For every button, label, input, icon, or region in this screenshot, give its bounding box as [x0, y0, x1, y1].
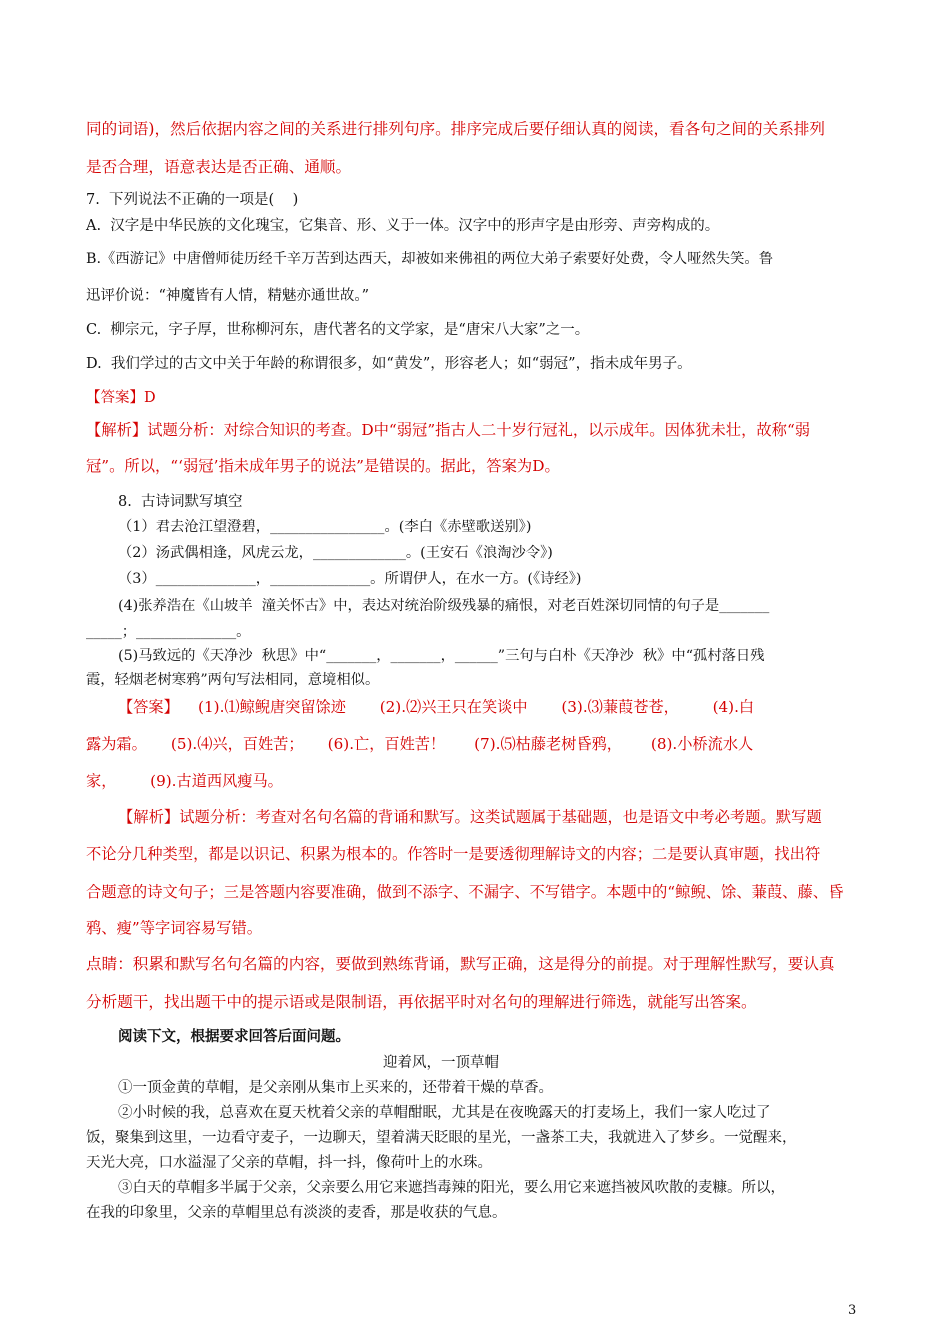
q8-answer-line-1: 【答案】 (1).⑴鲸鲵唐突留馀迹 (2).⑵兴王只在笑谈中 (3).⑶蒹葭苍苍， (4).白	[118, 698, 755, 716]
prev-explanation-line-1: 同的词语)，然后依据内容之间的关系进行排列句序。排序完成后要仔细认真的阅读，看各句之间的关系排列	[86, 120, 825, 138]
essay-paragraph-1: ①一顶金黄的草帽，是父亲刚从集市上买来的，还带着干燥的草香。	[118, 1080, 553, 1096]
q7-answer: 【答案】D	[86, 390, 156, 406]
q7-explanation-line-2: 冠”。所以，“‘弱冠’指未成年男子的说法”是错误的。据此，答案为D。	[86, 457, 560, 475]
prev-explanation-line-2: 是否合理，语意表达是否正确、通顺。	[86, 158, 352, 176]
q8-item-4-line-1: (4)张养浩在《山坡羊 潼关怀古》中，表达对统治阶级残暴的痛恨，对老百姓深切同情的句子是_______	[118, 598, 770, 614]
q8-explanation-line-1: 【解析】试题分析：考查对名句名篇的背诵和默写。这类试题属于基础题，也是语文中考必考题。默写题	[118, 808, 822, 826]
reading-intro: 阅读下文，根据要求回答后面问题。	[118, 1028, 350, 1045]
q8-item-1: （1）君去沧江望澄碧，________________。(李白《赤壁歌送别》)	[118, 519, 532, 535]
page-number: 3	[848, 1303, 857, 1318]
q7-stem: 7. 下列说法不正确的一项是( )	[86, 192, 299, 208]
q8-item-3: （3）______________，______________。所谓伊人，在水一方。(《诗经》)	[118, 571, 582, 587]
q7-explanation-line-1: 【解析】试题分析：对综合知识的考查。D中“弱冠”指古人二十岁行冠礼，以示成年。因体犹未壮，故称“弱	[86, 421, 811, 439]
q8-item-5-line-2: 霞，轻烟老树寒鸦”两句写法相同，意境相似。	[86, 672, 380, 688]
q8-answer-line-3: 家， (9).古道西风瘦马。	[86, 772, 283, 790]
essay-paragraph-3-line-2: 在我的印象里，父亲的草帽里总有淡淡的麦香，那是收获的气息。	[86, 1205, 507, 1221]
q8-stem: 8. 古诗词默写填空	[118, 494, 243, 510]
essay-paragraph-3-line-1: ③白天的草帽多半属于父亲，父亲要么用它来遮挡毒辣的阳光，要么用它来遮挡被风吹散的麦糠。所以，	[118, 1180, 785, 1196]
q7-option-a: A. 汉字是中华民族的文化瑰宝，它集音、形、义于一体。汉字中的形声字是由形旁、声旁构成的。	[86, 218, 720, 234]
q8-explanation-line-4: 鸦、瘦”等字词容易写错。	[86, 919, 263, 937]
q8-answer-line-2: 露为霜。 (5).⑷兴，百姓苦； (6).亡，百姓苦！ (7).⑸枯藤老树昏鸦， (8).小桥流水人	[86, 735, 754, 753]
essay-paragraph-2-line-1: ②小时候的我，总喜欢在夏天枕着父亲的草帽酣眠，尤其是在夜晚露天的打麦场上，我们一家人吃过了	[118, 1105, 771, 1121]
q8-tip-line-1: 点睛：积累和默写名句名篇的内容，要做到熟练背诵，默写正确，这是得分的前提。对于理解性默写，要认真	[86, 955, 835, 973]
q7-option-c: C. 柳宗元，字子厚，世称柳河东，唐代著名的文学家，是“唐宋八大家”之一。	[86, 322, 590, 338]
q8-item-4-line-2: _____；______________。	[86, 624, 251, 640]
essay-paragraph-2-line-3: 天光大亮，口水溢湿了父亲的草帽，抖一抖，像荷叶上的水珠。	[86, 1155, 492, 1171]
essay-title: 迎着风，一顶草帽	[383, 1055, 499, 1071]
q8-tip-line-2: 分析题干，找出题干中的提示语或是限制语，再依据平时对名句的理解进行筛选，就能写出答案。	[86, 993, 757, 1011]
q8-explanation-line-3: 合题意的诗文句子；三是答题内容要准确，做到不添字、不漏字、不写错字。本题中的“鲸鲵、馀、蒹葭、藤、昏	[86, 883, 844, 901]
essay-paragraph-2-line-2: 饭，聚集到这里，一边看守麦子，一边聊天，望着满天眨眼的星光，一盏茶工夫，我就进入了梦乡。一觉醒来，	[86, 1130, 797, 1146]
q8-item-5-line-1: (5)马致远的《天净沙 秋思》中“_______，_______，______”三句与白朴《天净沙 秋》中“孤村落日残	[118, 648, 765, 664]
q8-item-2: （2）汤武偶相逢，风虎云龙，_____________。(王安石《浪淘沙令》)	[118, 545, 553, 561]
q7-option-d: D. 我们学过的古文中关于年龄的称谓很多，如“黄发”，形容老人；如“弱冠”，指未成年男子。	[86, 356, 692, 372]
q7-option-b-line-2: 迅评价说：“神魔皆有人情，精魅亦通世故。”	[86, 288, 370, 304]
q7-option-b-line-1: B.《西游记》中唐僧师徒历经千辛万苦到达西天，却被如来佛祖的两位大弟子索要好处费，令人哑然失笑。鲁	[86, 251, 773, 267]
q8-explanation-line-2: 不论分几种类型，都是以识记、积累为根本的。作答时一是要透彻理解诗文的内容；二是要认真审题，找出符	[86, 845, 821, 863]
